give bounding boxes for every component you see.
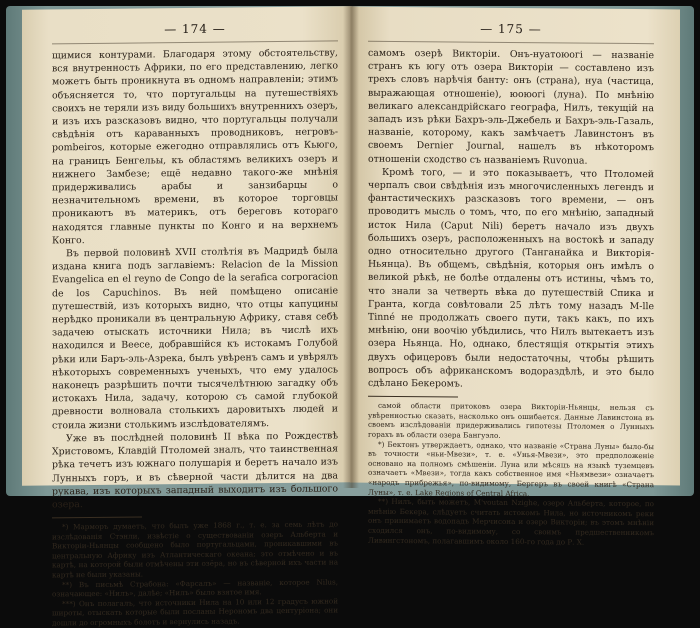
right-footnote-rule xyxy=(368,396,458,398)
left-footnote: ***) Онъ полагалъ, что источники Нила на 10 или 12 градусъ южной широты, отыскать которые были посланы Нерономъ два центуріона; они дошли до огромныхъ болотъ и вернулись назадъ. xyxy=(52,596,338,628)
left-footnote: *) Марморъ думаетъ, что былъ уже 1868 г., т. е. за семь лѣтъ до изслѣдованія Стэнли, извѣстіе о существованіи озеръ Альберта и Викторіи-Ньянцы сообщено было португальцами, проникавшими въ центральную Африку изъ Атлантическаго океана; это отмѣчено и въ картѣ, на которой были отмѣчены эти озёра, но въ сѣверной ихъ части на картѣ не были указаны. xyxy=(52,519,338,580)
right-page-number: — 175 — xyxy=(480,21,542,37)
right-page-body xyxy=(368,47,654,393)
left-header-rule xyxy=(52,40,338,44)
left-footnote: **) Въ письмѣ Страбона: «Фарсалъ» — названіе, которое Nilus, означающее: «Нилъ», далѣе; «Нилъ» было взятое имя. xyxy=(52,577,338,599)
right-paragraph: самомъ озерѣ Викторіи. Онъ-нуатоюогі — названіе странъ къ югу отъ озера Викторіи — составлено изъ трехъ словъ нарѣчія банту: онъ (страна), нуа (частица, выражающая отношеніе), юоюогі (луна). По мнѣнію великаго александрійскаго географа, Нилъ, текущій на западъ изъ рѣки Бахръ-эль-Джебель и Бахръ-эль-Газаль, названіе, которому, какъ замѣчаетъ Лавинстонъ въ своемъ Dernier Journal, нашелъ въ нѣкоторомъ отношеніи сходство съ названіемъ Ruvonua. xyxy=(368,47,654,167)
right-footnote: самой области притоковъ озера Викторіи-Ньянцы, нельзя съ увѣренностью сказать, насколько онъ ошибается. Данные Лавинстона въ своемъ изслѣдованіи придерживались гипотезы Птоломея о Лунныхъ горахъ въ области озера Бангуэло. xyxy=(368,401,654,440)
right-footnote: *) Бектонъ утверждаетъ, однако, что названіе «Страна Луны» было-бы въ точности «ньи-Мвези», т. е. «Унья-Мвези», это предположеніе основано на полномъ смѣшеніи. Луна или мѣсяцъ на языкѣ туземцевъ означаетъ «Мвези», тогда какъ собственное имя «Ньямвези» означаетъ «народъ прибрежья», по-видимому, Бергеръ въ своей книгѣ «Страна Луны», т. е. Lake Regions of Central Africa. xyxy=(368,439,654,498)
left-footnote-rule xyxy=(52,517,142,519)
left-footnotes xyxy=(52,520,338,628)
right-header-rule xyxy=(368,41,654,44)
right-footnote: **) Нилъ, быть можетъ, M'voutan Nzighe, озеро Альберта, которое, по мнѣнію Бекера, слѣдуетъ считать истокомъ Нила, но источникомъ реки онъ принимаетъ водопадъ Мерчисона и озеро Викторіи; въ этомъ мнѣніи сходился онъ, по-видимому, со своимъ предшественникомъ Ливингстономъ, полагавшимъ около 160-го года до Р. Х. xyxy=(368,497,654,547)
left-paragraph: щимися контурами. Благодаря этому обстоятельству, вся внутренность Африки, по его представлению, легко можетъ быть проникнута въ одномъ направленіи; этимъ объясняется то, что португальцы на путешествіяхъ своихъ не теряли изъ виду большихъ внутреннихъ озеръ, и изъ ихъ разсказовъ видно, что португальцы получали свѣдѣнія отъ караванныхъ проводниковъ, негровъ-pombeiros, которые ежегодно отправлялись отъ Кьюго, на границъ Бенгельы, къ областямъ великихъ озеръ и нижнего Замбезе; ещё недавно такого-же мнѣнія придерживались арабы и занзибарцы о незначительномъ времени, въ которое торговцы проникаютъ въ материкъ, отъ береговъ котораго находятся главные пункты по Конго и на верхнемъ Конго. xyxy=(52,47,338,247)
right-page xyxy=(350,7,680,547)
left-page-number: — 174 — xyxy=(164,21,226,37)
left-page-body xyxy=(52,46,338,511)
left-paragraph: Уже въ послѣдней половинѣ II вѣка по Рождествѣ Христовомъ, Клавдій Птоломей зналъ, что таинственная рѣка течетъ изъ южнаго полушарія и беретъ начало изъ Лунныхъ горъ, и въ сѣверной части дѣлится на два рукава, изъ которыхъ западный выходитъ изъ большого озера. xyxy=(52,430,338,511)
left-paragraph: Въ первой половинѣ XVII столѣтія въ Мадридѣ была издана книга подъ заглавіемъ: Relacion de la Mission Evangelica en el reyno de Congo de la serafica corporacion de los Capuchinos. Въ ней помѣщено описаніе путешествій, изъ которыхъ видно, что отцы капуцины нерѣдко проникали въ центральную Африку, ставя себѣ задачею отыскать источники Нила; въ числѣ ихъ находился и Beece, добравшійся къ истокамъ Голубой рѣки или Баръ-эль-Азрека, былъ увѣренъ самъ и увѣрялъ нѣкоторыхъ современныхъ ученыхъ, что ему удалось наконецъ разрѣшить почти тысячелѣтнюю загадку объ истокахъ Нила, задачу, которою съ самой глубокой древности волновала столькихъ даровитыхъ людей и стоила жизни столькимъ изслѣдователямъ. xyxy=(52,245,338,432)
right-paragraph: Кромѣ того, — и это показываетъ, что Птоломей черпалъ свои свѣдѣнія изъ многочисленныхъ легендъ и фантастическихъ разсказовъ того времени, — онъ проводитъ мысль о томъ, что, по его мнѣнію, западный исток Нила (Caput Nili) беретъ начало изъ двухъ большихъ озеръ, расположенныхъ на востокѣ и западу одно относительно другого (Танганайка и Викторія-Ньянца). Въ общемъ, свѣдѣнія, которыя онъ имѣлъ о великой рѣкѣ, не болѣе отдалены отъ истины, чѣмъ то, что знали за четверть вѣка до путешествій Спика и Гранта, когда совѣтовали 25 лѣтъ тому назадъ M-lle Tinné не продолжать своего пути, такъ какъ, по ихъ мнѣнію, они воочію убѣдились, что Нилъ вытекаетъ изъ озера Ньянца. Но, однако, блестящія открытія этихъ двухъ офицеровъ были недостаточны, чтобы рѣшить вопросъ объ африканскомъ водораздѣлѣ, и это было сдѣлано Бекеромъ. xyxy=(368,166,654,390)
left-page xyxy=(22,6,352,628)
right-footnotes xyxy=(368,401,654,547)
